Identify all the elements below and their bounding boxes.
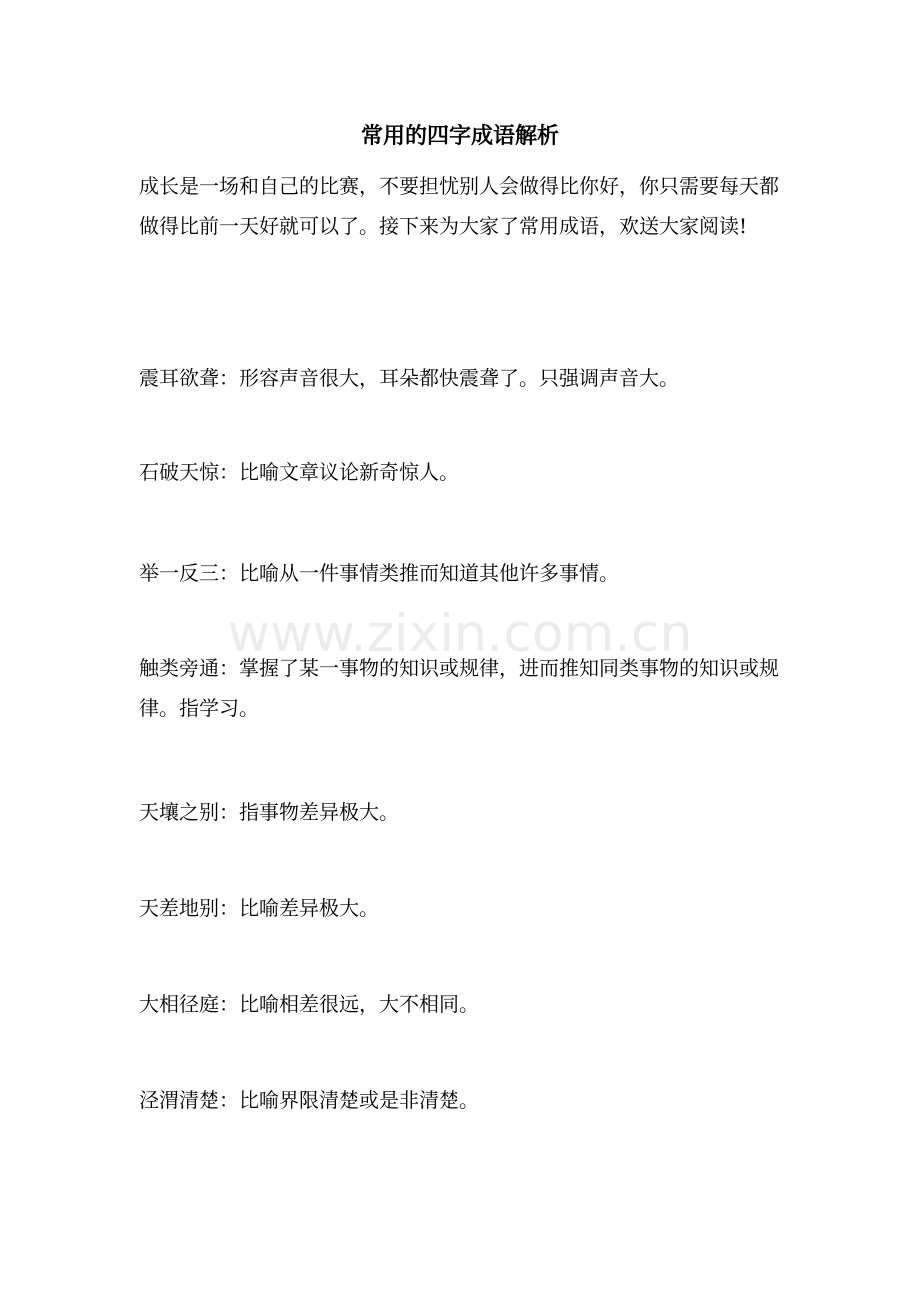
idiom-entry: 举一反三：比喻从一件事情类推而知道其他许多事情。: [139, 561, 619, 585]
watermark: www.zixin.com.cn: [227, 604, 693, 664]
idiom-entry: 泾渭清楚：比喻界限清楚或是非清楚。: [139, 1088, 479, 1112]
idiom-entry: 大相径庭：比喻相差很远，大不相同。: [139, 992, 479, 1016]
intro-paragraph: 成长是一场和自己的比赛，不要担忧别人会做得比你好，你只需要每天都做得比前一天好就可以了。接下来为大家了常用成语，欢送大家阅读!: [139, 174, 779, 238]
document-title: 常用的四字成语解析: [360, 123, 559, 149]
idiom-entry: 天差地别：比喻差异极大。: [139, 896, 379, 920]
idiom-entry: 震耳欲聋：形容声音很大，耳朵都快震聋了。只强调声音大。: [139, 366, 679, 390]
idiom-entry: 触类旁通：掌握了某一事物的知识或规律，进而推知同类事物的知识或规律。指学习。: [139, 656, 779, 720]
idiom-entry: 石破天惊：比喻文章议论新奇惊人。: [139, 460, 459, 484]
idiom-entry: 天壤之别：指事物差异极大。: [139, 800, 399, 824]
